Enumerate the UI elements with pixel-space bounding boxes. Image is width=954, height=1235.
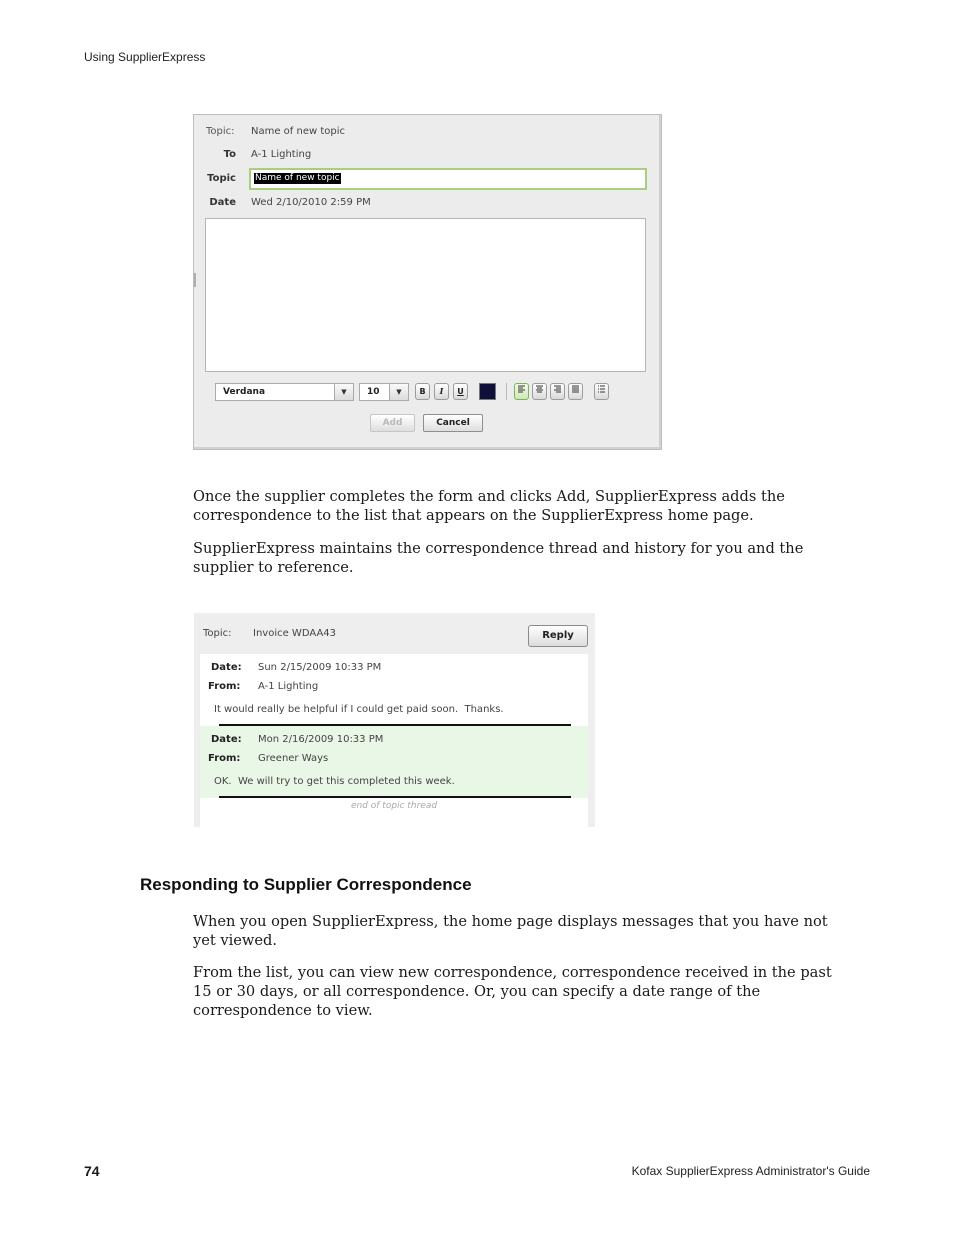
text-color-picker[interactable] — [479, 383, 496, 400]
paragraph: Once the supplier completes the form and clicks Add, SupplierExpress adds the correspondence to the list that appears on the SupplierExpress home page. — [193, 488, 785, 524]
message-from-value: A-1 Lighting — [258, 681, 319, 692]
paragraph: From the list, you can view new correspondence, correspondence received in the past 15 or 30 days, or all correspondence. Or, you can specify a date range of the correspondence to view. — [193, 964, 832, 1019]
align-right-icon — [553, 385, 562, 394]
align-center-icon — [535, 385, 544, 394]
topic-input-text: Name of new topic — [255, 173, 340, 183]
underline-button[interactable]: U — [453, 383, 468, 400]
align-left-button[interactable] — [514, 383, 529, 400]
align-left-icon — [517, 385, 526, 394]
footer-title: Kofax SupplierExpress Administrator's Guide — [631, 1164, 870, 1178]
new-topic-form-screenshot — [193, 114, 662, 450]
thread-message — [200, 654, 588, 726]
align-justify-icon — [571, 385, 580, 394]
message-date-value: Sun 2/15/2009 10:33 PM — [258, 662, 382, 673]
message-from-value: Greener Ways — [258, 753, 329, 764]
message-from-label: From: — [208, 753, 241, 764]
font-size-select[interactable] — [359, 383, 409, 401]
paragraph: When you open SupplierExpress, the home page displays messages that you have not yet viewed. — [193, 913, 828, 949]
toolbar-divider — [506, 383, 507, 400]
thread-topic-label: Topic: — [203, 628, 232, 639]
to-value: A-1 Lighting — [251, 149, 312, 160]
running-header: Using SupplierExpress — [84, 50, 206, 64]
message-date-label: Date: — [211, 734, 242, 745]
thread-end — [200, 798, 588, 827]
italic-button[interactable]: I — [434, 383, 449, 400]
bullet-list-icon — [597, 385, 606, 394]
message-body: OK. We will try to get this completed this week. — [214, 776, 455, 787]
thread-message — [200, 726, 588, 798]
reply-button[interactable]: Reply — [528, 625, 588, 647]
message-date-value: Mon 2/16/2009 10:33 PM — [258, 734, 384, 745]
bold-button[interactable]: B — [415, 383, 430, 400]
topic-thread-screenshot — [194, 613, 595, 827]
thread-topic-value: Invoice WDAA43 — [253, 628, 337, 639]
align-justify-button[interactable] — [568, 383, 583, 400]
section-heading: Responding to Supplier Correspondence — [140, 875, 472, 894]
date-label: Date — [209, 197, 236, 208]
message-from-label: From: — [208, 681, 241, 692]
message-date-label: Date: — [211, 662, 242, 673]
add-button[interactable]: Add — [370, 414, 415, 432]
align-center-button[interactable] — [532, 383, 547, 400]
cancel-button[interactable]: Cancel — [423, 414, 483, 432]
font-family-value: Verdana — [223, 387, 266, 397]
end-of-thread-note: end of topic thread — [350, 801, 438, 811]
paragraph: SupplierExpress maintains the correspondence thread and history for you and the supplier to reference. — [193, 540, 804, 576]
to-label: To — [223, 149, 236, 160]
date-value: Wed 2/10/2010 2:59 PM — [251, 197, 371, 208]
message-body-editor[interactable] — [205, 218, 646, 372]
chevron-down-icon: ▼ — [389, 384, 408, 400]
topic-caption-value: Name of new topic — [251, 126, 346, 137]
topic-field-label: Topic — [207, 173, 236, 184]
topic-caption-label: Topic: — [206, 126, 235, 137]
bullet-list-button[interactable] — [594, 383, 609, 400]
topic-input[interactable] — [249, 168, 647, 190]
resize-handle[interactable] — [194, 273, 196, 287]
font-family-select[interactable] — [215, 383, 354, 401]
message-body: It would really be helpful if I could get paid soon. Thanks. — [214, 704, 504, 715]
page-number: 74 — [84, 1163, 100, 1179]
chevron-down-icon: ▼ — [334, 384, 353, 400]
align-right-button[interactable] — [550, 383, 565, 400]
font-size-value: 10 — [367, 387, 380, 397]
